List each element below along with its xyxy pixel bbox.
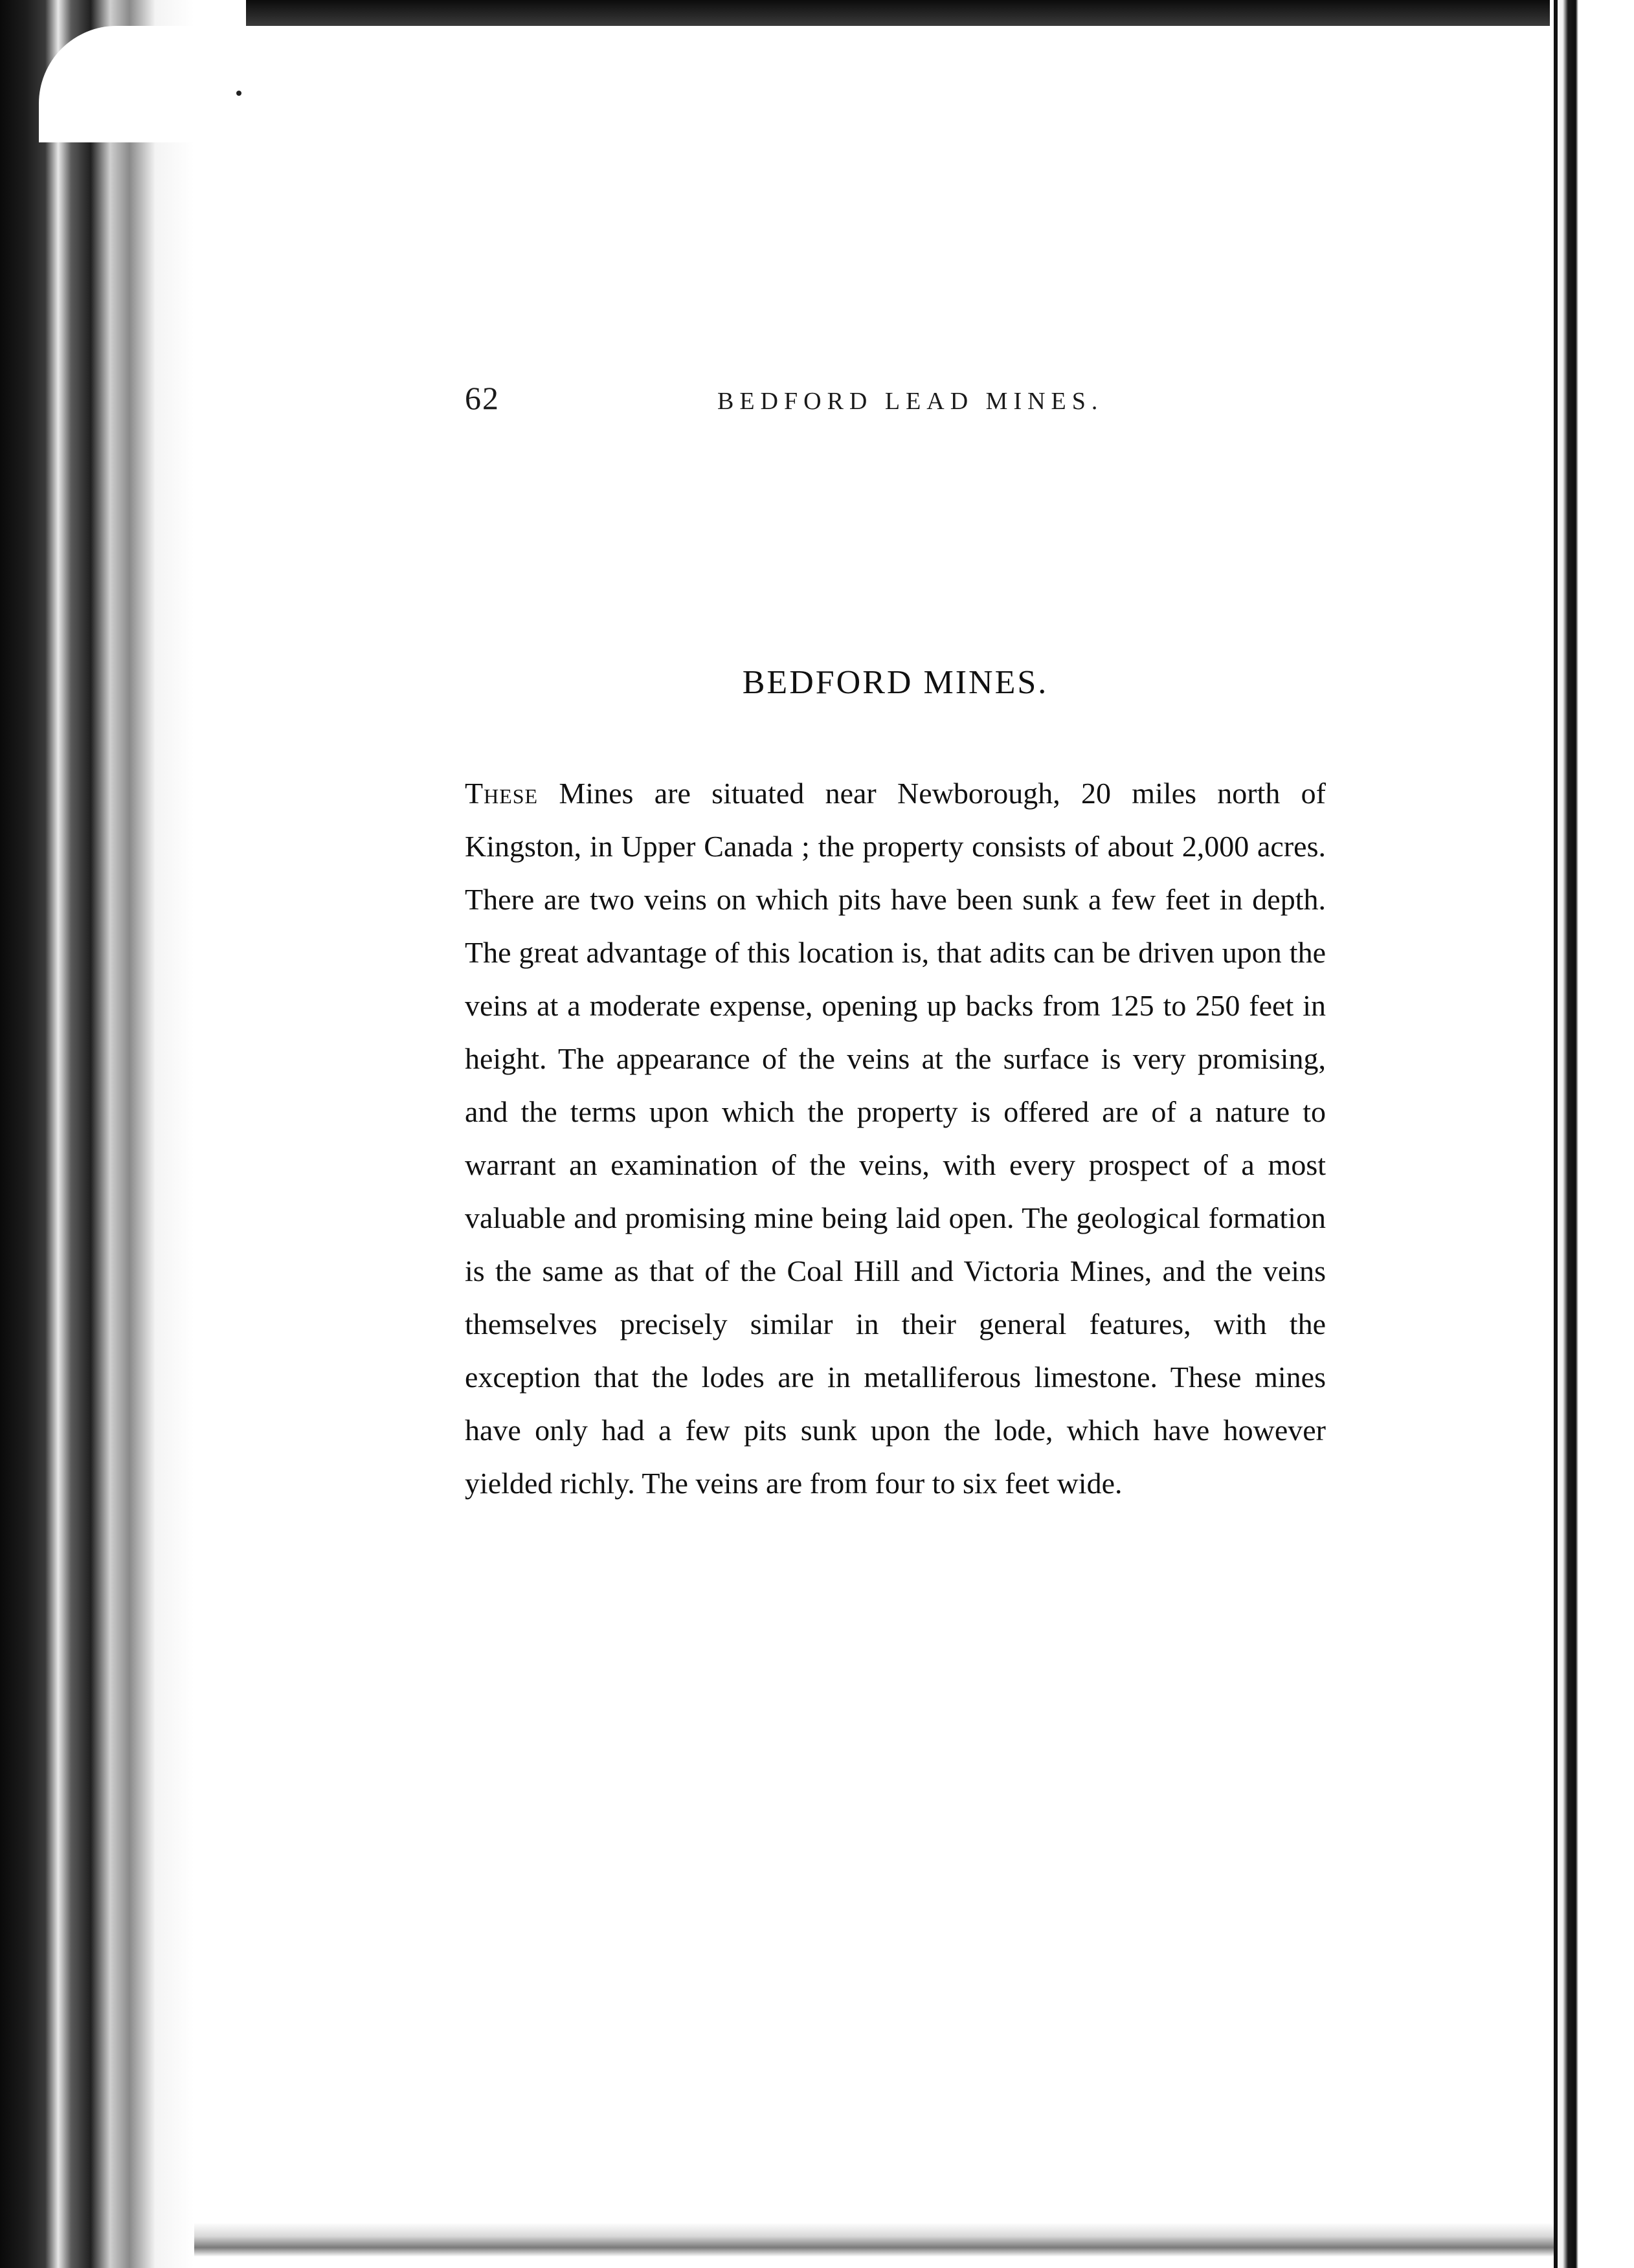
page-corner xyxy=(39,26,252,142)
running-head: BEDFORD LEAD MINES. xyxy=(717,388,1104,415)
right-page-border xyxy=(1554,0,1558,2268)
book-binding-edge xyxy=(0,0,246,2268)
paragraph-text: Mines are situated near Newborough, 20 miles north of Kingston, in Upper Canada ; the property consists of about 2,000 acres. There are two veins on which pits have been sunk a few feet in depth. The great advantage of this location is, that adits can be driven upon the veins at a moderate expense, opening up backs from 125 to 250 feet in height. The appearance of the veins at the surface is very promising, and the terms upon which the property is offered are of a nature to warrant an examination of the veins, with every prospect of a most valuable and promising mine being laid open. The geological formation is the same as that of the Coal Hill and Victoria Mines, and the veins themselves precisely similar in their general features, with the exception that the lodes are in metalliferous limestone. These mines have only had a few pits sunk upon the lode, which have however yielded richly. The veins are from four to six feet wide. xyxy=(465,777,1326,1500)
body-paragraph xyxy=(465,767,1326,1510)
right-page-edge xyxy=(1550,0,1634,2268)
page-header xyxy=(465,379,1326,418)
bottom-page-edge xyxy=(194,2223,1554,2268)
scan-speck xyxy=(236,91,241,96)
page-number: 62 xyxy=(465,380,500,416)
lead-word: These xyxy=(465,777,539,810)
section-title: BEDFORD MINES. xyxy=(742,664,1049,701)
